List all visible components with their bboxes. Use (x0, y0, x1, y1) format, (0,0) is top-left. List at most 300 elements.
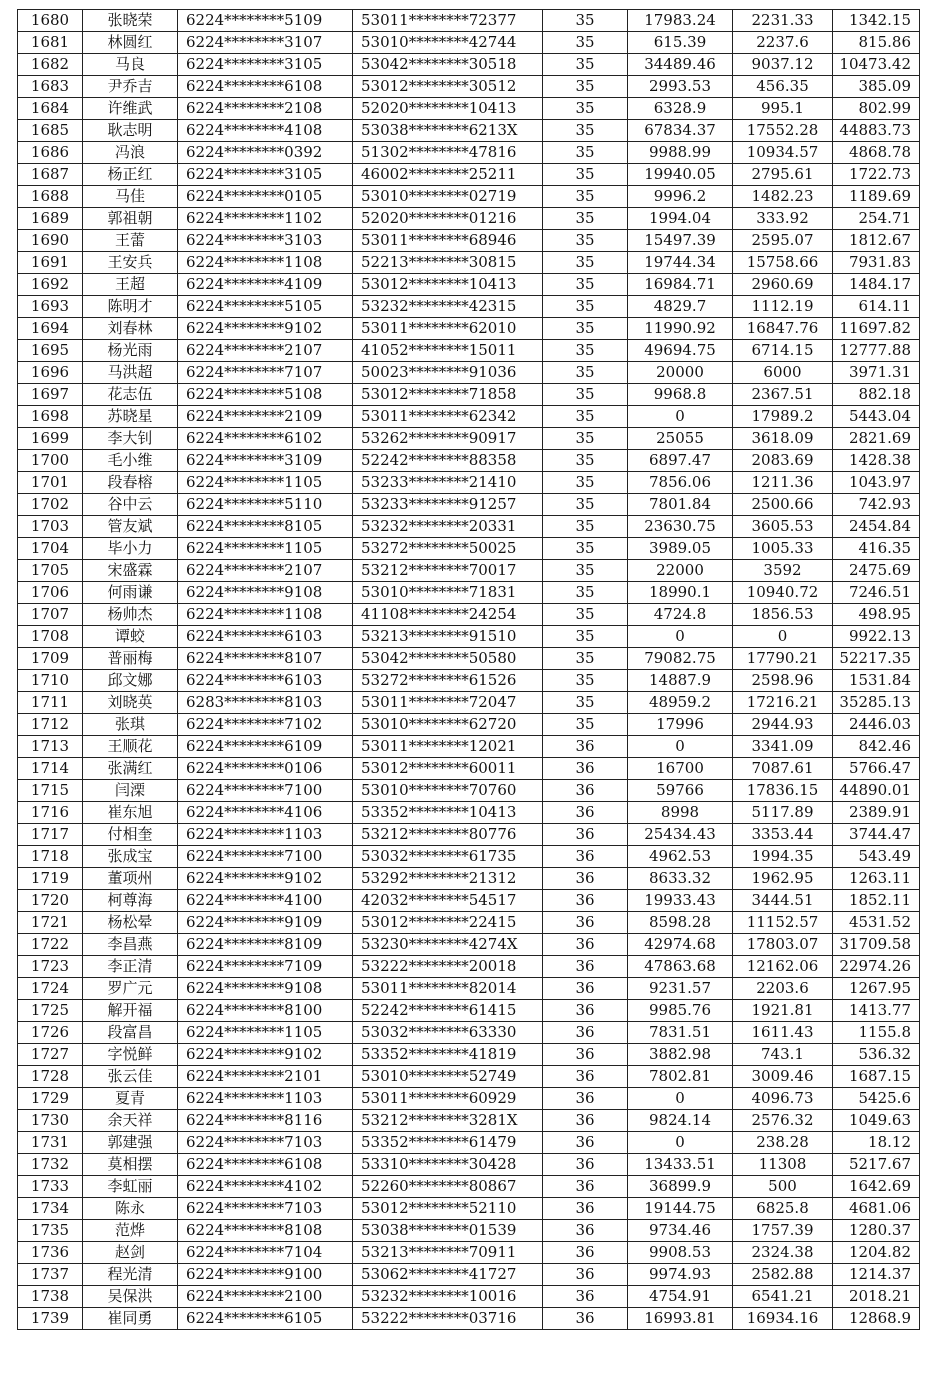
amount-1-cell: 19933.43 (628, 890, 733, 912)
table-row (18, 560, 920, 582)
row-number-cell: 1716 (18, 802, 83, 824)
person-name-cell: 王超 (83, 274, 178, 296)
group-number-cell: 35 (543, 538, 628, 560)
group-number-cell: 36 (543, 1220, 628, 1242)
amount-3-cell: 1214.37 (833, 1264, 920, 1286)
amount-1-cell: 22000 (628, 560, 733, 582)
person-name-cell: 管友斌 (83, 516, 178, 538)
id-number-cell: 53232********20331 (353, 516, 543, 538)
bank-card-number-cell: 6224********7109 (178, 956, 353, 978)
table-row (18, 1198, 920, 1220)
row-number-cell: 1692 (18, 274, 83, 296)
table-body (18, 10, 920, 1330)
amount-2-cell: 2237.6 (733, 32, 833, 54)
group-number-cell: 36 (543, 912, 628, 934)
row-number-cell: 1726 (18, 1022, 83, 1044)
table-row (18, 626, 920, 648)
person-name-cell: 王安兵 (83, 252, 178, 274)
bank-card-number-cell: 6224********7102 (178, 714, 353, 736)
amount-3-cell: 5766.47 (833, 758, 920, 780)
row-number-cell: 1699 (18, 428, 83, 450)
amount-1-cell: 34489.46 (628, 54, 733, 76)
group-number-cell: 35 (543, 604, 628, 626)
person-name-cell: 张琪 (83, 714, 178, 736)
person-name-cell: 马良 (83, 54, 178, 76)
amount-1-cell: 9988.99 (628, 142, 733, 164)
amount-2-cell: 1757.39 (733, 1220, 833, 1242)
id-number-cell: 52020********10413 (353, 98, 543, 120)
table-row (18, 1000, 920, 1022)
table-row (18, 802, 920, 824)
bank-card-number-cell: 6224********8109 (178, 934, 353, 956)
id-number-cell: 53233********91257 (353, 494, 543, 516)
amount-2-cell: 6825.8 (733, 1198, 833, 1220)
amount-2-cell: 10940.72 (733, 582, 833, 604)
id-number-cell: 53010********42744 (353, 32, 543, 54)
id-number-cell: 53230********4274X (353, 934, 543, 956)
amount-1-cell: 7802.81 (628, 1066, 733, 1088)
bank-card-number-cell: 6224********0105 (178, 186, 353, 208)
amount-3-cell: 1484.17 (833, 274, 920, 296)
person-name-cell: 李虹丽 (83, 1176, 178, 1198)
amount-1-cell: 7801.84 (628, 494, 733, 516)
amount-3-cell: 498.95 (833, 604, 920, 626)
amount-1-cell: 19144.75 (628, 1198, 733, 1220)
person-name-cell: 花志伍 (83, 384, 178, 406)
amount-3-cell: 4681.06 (833, 1198, 920, 1220)
bank-card-number-cell: 6224********3109 (178, 450, 353, 472)
amount-1-cell: 11990.92 (628, 318, 733, 340)
amount-2-cell: 2576.32 (733, 1110, 833, 1132)
person-name-cell: 陈明才 (83, 296, 178, 318)
amount-2-cell: 11308 (733, 1154, 833, 1176)
amount-3-cell: 742.93 (833, 494, 920, 516)
bank-card-number-cell: 6224********6103 (178, 670, 353, 692)
id-number-cell: 53233********21410 (353, 472, 543, 494)
person-name-cell: 吴保洪 (83, 1286, 178, 1308)
amount-2-cell: 3444.51 (733, 890, 833, 912)
row-number-cell: 1717 (18, 824, 83, 846)
amount-1-cell: 4962.53 (628, 846, 733, 868)
bank-card-number-cell: 6224********8100 (178, 1000, 353, 1022)
bank-card-number-cell: 6224********1108 (178, 604, 353, 626)
amount-3-cell: 842.46 (833, 736, 920, 758)
row-number-cell: 1698 (18, 406, 83, 428)
group-number-cell: 35 (543, 274, 628, 296)
id-number-cell: 53042********50580 (353, 648, 543, 670)
person-name-cell: 宋盛霖 (83, 560, 178, 582)
amount-2-cell: 456.35 (733, 76, 833, 98)
row-number-cell: 1721 (18, 912, 83, 934)
row-number-cell: 1684 (18, 98, 83, 120)
table-row (18, 846, 920, 868)
group-number-cell: 36 (543, 1110, 628, 1132)
amount-3-cell: 44890.01 (833, 780, 920, 802)
id-number-cell: 53012********60011 (353, 758, 543, 780)
row-number-cell: 1739 (18, 1308, 83, 1330)
amount-2-cell: 3618.09 (733, 428, 833, 450)
table-row (18, 164, 920, 186)
row-number-cell: 1695 (18, 340, 83, 362)
table-row (18, 890, 920, 912)
amount-3-cell: 2446.03 (833, 714, 920, 736)
amount-2-cell: 5117.89 (733, 802, 833, 824)
group-number-cell: 36 (543, 1066, 628, 1088)
id-number-cell: 52213********30815 (353, 252, 543, 274)
row-number-cell: 1696 (18, 362, 83, 384)
amount-2-cell: 9037.12 (733, 54, 833, 76)
bank-card-number-cell: 6224********9102 (178, 868, 353, 890)
amount-3-cell: 5425.6 (833, 1088, 920, 1110)
group-number-cell: 36 (543, 758, 628, 780)
row-number-cell: 1727 (18, 1044, 83, 1066)
bank-card-number-cell: 6224********1102 (178, 208, 353, 230)
amount-3-cell: 1687.15 (833, 1066, 920, 1088)
person-name-cell: 付相奎 (83, 824, 178, 846)
table-row (18, 1022, 920, 1044)
table-row (18, 1286, 920, 1308)
person-name-cell: 马洪超 (83, 362, 178, 384)
person-name-cell: 赵剑 (83, 1242, 178, 1264)
amount-3-cell: 4868.78 (833, 142, 920, 164)
table-row (18, 1110, 920, 1132)
bank-card-number-cell: 6224********3105 (178, 164, 353, 186)
id-number-cell: 53011********68946 (353, 230, 543, 252)
amount-1-cell: 17983.24 (628, 10, 733, 32)
group-number-cell: 35 (543, 120, 628, 142)
amount-2-cell: 17803.07 (733, 934, 833, 956)
bank-card-number-cell: 6224********5109 (178, 10, 353, 32)
table-row (18, 868, 920, 890)
bank-card-number-cell: 6224********8107 (178, 648, 353, 670)
table-row (18, 516, 920, 538)
bank-card-number-cell: 6283********8103 (178, 692, 353, 714)
bank-card-number-cell: 6224********1105 (178, 1022, 353, 1044)
row-number-cell: 1682 (18, 54, 83, 76)
group-number-cell: 36 (543, 780, 628, 802)
bank-card-number-cell: 6224********6102 (178, 428, 353, 450)
bank-card-number-cell: 6224********9108 (178, 978, 353, 1000)
bank-card-number-cell: 6224********1105 (178, 472, 353, 494)
row-number-cell: 1732 (18, 1154, 83, 1176)
amount-2-cell: 7087.61 (733, 758, 833, 780)
amount-2-cell: 1112.19 (733, 296, 833, 318)
id-number-cell: 53272********61526 (353, 670, 543, 692)
amount-2-cell: 1611.43 (733, 1022, 833, 1044)
id-number-cell: 53012********30512 (353, 76, 543, 98)
row-number-cell: 1697 (18, 384, 83, 406)
id-number-cell: 53010********52749 (353, 1066, 543, 1088)
amount-3-cell: 22974.26 (833, 956, 920, 978)
bank-card-number-cell: 6224********9108 (178, 582, 353, 604)
table-row (18, 714, 920, 736)
amount-2-cell: 2231.33 (733, 10, 833, 32)
amount-1-cell: 4724.8 (628, 604, 733, 626)
table-row (18, 934, 920, 956)
amount-1-cell: 67834.37 (628, 120, 733, 142)
bank-card-number-cell: 6224********6108 (178, 76, 353, 98)
amount-2-cell: 2595.07 (733, 230, 833, 252)
id-number-cell: 53011********72047 (353, 692, 543, 714)
amount-1-cell: 7856.06 (628, 472, 733, 494)
amount-1-cell: 18990.1 (628, 582, 733, 604)
amount-3-cell: 2389.91 (833, 802, 920, 824)
row-number-cell: 1737 (18, 1264, 83, 1286)
table-row (18, 1132, 920, 1154)
table-row (18, 1176, 920, 1198)
amount-2-cell: 1994.35 (733, 846, 833, 868)
amount-3-cell: 1043.97 (833, 472, 920, 494)
id-number-cell: 53272********50025 (353, 538, 543, 560)
amount-2-cell: 1482.23 (733, 186, 833, 208)
table-row (18, 32, 920, 54)
person-name-cell: 张云佳 (83, 1066, 178, 1088)
bank-card-number-cell: 6224********3103 (178, 230, 353, 252)
amount-1-cell: 0 (628, 1088, 733, 1110)
id-number-cell: 41052********15011 (353, 340, 543, 362)
group-number-cell: 36 (543, 736, 628, 758)
table-row (18, 296, 920, 318)
amount-1-cell: 9908.53 (628, 1242, 733, 1264)
person-name-cell: 许维武 (83, 98, 178, 120)
amount-3-cell: 2018.21 (833, 1286, 920, 1308)
amount-3-cell: 1531.84 (833, 670, 920, 692)
amount-2-cell: 2795.61 (733, 164, 833, 186)
row-number-cell: 1719 (18, 868, 83, 890)
id-number-cell: 53011********62010 (353, 318, 543, 340)
person-name-cell: 李正清 (83, 956, 178, 978)
group-number-cell: 35 (543, 142, 628, 164)
amount-3-cell: 3744.47 (833, 824, 920, 846)
group-number-cell: 35 (543, 10, 628, 32)
bank-card-number-cell: 6224********4100 (178, 890, 353, 912)
person-name-cell: 解开福 (83, 1000, 178, 1022)
bank-card-number-cell: 6224********4109 (178, 274, 353, 296)
amount-2-cell: 1211.36 (733, 472, 833, 494)
amount-2-cell: 1921.81 (733, 1000, 833, 1022)
table-row (18, 1154, 920, 1176)
person-name-cell: 张成宝 (83, 846, 178, 868)
amount-2-cell: 6714.15 (733, 340, 833, 362)
person-name-cell: 杨帅杰 (83, 604, 178, 626)
amount-2-cell: 3341.09 (733, 736, 833, 758)
amount-2-cell: 995.1 (733, 98, 833, 120)
amount-1-cell: 3989.05 (628, 538, 733, 560)
row-number-cell: 1703 (18, 516, 83, 538)
id-number-cell: 53011********82014 (353, 978, 543, 1000)
group-number-cell: 35 (543, 296, 628, 318)
bank-card-number-cell: 6224********6108 (178, 1154, 353, 1176)
person-name-cell: 莫相摆 (83, 1154, 178, 1176)
row-number-cell: 1720 (18, 890, 83, 912)
group-number-cell: 36 (543, 1242, 628, 1264)
amount-3-cell: 1280.37 (833, 1220, 920, 1242)
bank-card-number-cell: 6224********3105 (178, 54, 353, 76)
group-number-cell: 35 (543, 230, 628, 252)
id-number-cell: 53012********22415 (353, 912, 543, 934)
amount-2-cell: 15758.66 (733, 252, 833, 274)
amount-1-cell: 6328.9 (628, 98, 733, 120)
person-name-cell: 郭祖朝 (83, 208, 178, 230)
bank-card-number-cell: 6224********5110 (178, 494, 353, 516)
group-number-cell: 35 (543, 32, 628, 54)
group-number-cell: 35 (543, 318, 628, 340)
table-row (18, 758, 920, 780)
table-row (18, 1220, 920, 1242)
table-row (18, 1044, 920, 1066)
table-row (18, 208, 920, 230)
bank-card-number-cell: 6224********6109 (178, 736, 353, 758)
row-number-cell: 1714 (18, 758, 83, 780)
amount-3-cell: 2454.84 (833, 516, 920, 538)
table-row (18, 10, 920, 32)
amount-2-cell: 2203.6 (733, 978, 833, 1000)
table-row (18, 252, 920, 274)
person-name-cell: 苏晓星 (83, 406, 178, 428)
person-name-cell: 段富昌 (83, 1022, 178, 1044)
person-name-cell: 刘春林 (83, 318, 178, 340)
amount-3-cell: 385.09 (833, 76, 920, 98)
person-name-cell: 程光清 (83, 1264, 178, 1286)
amount-3-cell: 1204.82 (833, 1242, 920, 1264)
row-number-cell: 1687 (18, 164, 83, 186)
amount-2-cell: 2582.88 (733, 1264, 833, 1286)
id-number-cell: 53011********60929 (353, 1088, 543, 1110)
amount-1-cell: 14887.9 (628, 670, 733, 692)
amount-1-cell: 6897.47 (628, 450, 733, 472)
amount-1-cell: 4754.91 (628, 1286, 733, 1308)
person-name-cell: 毕小力 (83, 538, 178, 560)
group-number-cell: 35 (543, 340, 628, 362)
id-number-cell: 53212********80776 (353, 824, 543, 846)
bank-card-number-cell: 6224********5105 (178, 296, 353, 318)
amount-1-cell: 25055 (628, 428, 733, 450)
amount-2-cell: 3592 (733, 560, 833, 582)
amount-3-cell: 815.86 (833, 32, 920, 54)
table-row (18, 384, 920, 406)
id-number-cell: 42032********54517 (353, 890, 543, 912)
amount-3-cell: 1722.73 (833, 164, 920, 186)
amount-2-cell: 3605.53 (733, 516, 833, 538)
id-number-cell: 53212********3281X (353, 1110, 543, 1132)
person-name-cell: 杨光雨 (83, 340, 178, 362)
amount-3-cell: 10473.42 (833, 54, 920, 76)
row-number-cell: 1736 (18, 1242, 83, 1264)
amount-1-cell: 36899.9 (628, 1176, 733, 1198)
group-number-cell: 36 (543, 802, 628, 824)
amount-1-cell: 0 (628, 626, 733, 648)
bank-card-number-cell: 6224********4102 (178, 1176, 353, 1198)
group-number-cell: 35 (543, 186, 628, 208)
bank-card-number-cell: 6224********0106 (178, 758, 353, 780)
id-number-cell: 53232********10016 (353, 1286, 543, 1308)
amount-2-cell: 0 (733, 626, 833, 648)
amount-2-cell: 2367.51 (733, 384, 833, 406)
amount-3-cell: 7931.83 (833, 252, 920, 274)
bank-card-number-cell: 6224********4108 (178, 120, 353, 142)
amount-1-cell: 0 (628, 1132, 733, 1154)
bank-card-number-cell: 6224********8105 (178, 516, 353, 538)
id-number-cell: 53011********72377 (353, 10, 543, 32)
group-number-cell: 36 (543, 868, 628, 890)
amount-3-cell: 7246.51 (833, 582, 920, 604)
person-name-cell: 李大钊 (83, 428, 178, 450)
amount-2-cell: 17989.2 (733, 406, 833, 428)
amount-2-cell: 2598.96 (733, 670, 833, 692)
row-number-cell: 1702 (18, 494, 83, 516)
table-row (18, 274, 920, 296)
table-row (18, 450, 920, 472)
id-number-cell: 53010********70760 (353, 780, 543, 802)
row-number-cell: 1690 (18, 230, 83, 252)
group-number-cell: 36 (543, 846, 628, 868)
row-number-cell: 1712 (18, 714, 83, 736)
amount-2-cell: 2960.69 (733, 274, 833, 296)
bank-card-number-cell: 6224********1108 (178, 252, 353, 274)
bank-card-number-cell: 6224********7103 (178, 1132, 353, 1154)
amount-3-cell: 1189.69 (833, 186, 920, 208)
amount-1-cell: 23630.75 (628, 516, 733, 538)
bank-card-number-cell: 6224********7100 (178, 780, 353, 802)
group-number-cell: 36 (543, 1198, 628, 1220)
amount-3-cell: 52217.35 (833, 648, 920, 670)
id-number-cell: 53010********02719 (353, 186, 543, 208)
row-number-cell: 1689 (18, 208, 83, 230)
id-number-cell: 53010********71831 (353, 582, 543, 604)
row-number-cell: 1722 (18, 934, 83, 956)
table-row (18, 824, 920, 846)
group-number-cell: 36 (543, 1022, 628, 1044)
bank-card-number-cell: 6224********5108 (178, 384, 353, 406)
amount-2-cell: 2500.66 (733, 494, 833, 516)
amount-3-cell: 31709.58 (833, 934, 920, 956)
row-number-cell: 1704 (18, 538, 83, 560)
amount-1-cell: 25434.43 (628, 824, 733, 846)
bank-card-number-cell: 6224********7103 (178, 1198, 353, 1220)
amount-1-cell: 17996 (628, 714, 733, 736)
amount-3-cell: 1049.63 (833, 1110, 920, 1132)
amount-2-cell: 743.1 (733, 1044, 833, 1066)
id-number-cell: 53352********61479 (353, 1132, 543, 1154)
person-name-cell: 林圆红 (83, 32, 178, 54)
table-row (18, 428, 920, 450)
row-number-cell: 1707 (18, 604, 83, 626)
amount-1-cell: 9824.14 (628, 1110, 733, 1132)
id-number-cell: 53222********20018 (353, 956, 543, 978)
amount-3-cell: 9922.13 (833, 626, 920, 648)
table-row (18, 406, 920, 428)
row-number-cell: 1710 (18, 670, 83, 692)
amount-1-cell: 16984.71 (628, 274, 733, 296)
amount-3-cell: 254.71 (833, 208, 920, 230)
group-number-cell: 36 (543, 956, 628, 978)
amount-1-cell: 2993.53 (628, 76, 733, 98)
amount-3-cell: 536.32 (833, 1044, 920, 1066)
amount-1-cell: 3882.98 (628, 1044, 733, 1066)
amount-3-cell: 12777.88 (833, 340, 920, 362)
amount-2-cell: 17216.21 (733, 692, 833, 714)
amount-1-cell: 8998 (628, 802, 733, 824)
group-number-cell: 35 (543, 54, 628, 76)
amount-2-cell: 17790.21 (733, 648, 833, 670)
amount-1-cell: 615.39 (628, 32, 733, 54)
amount-1-cell: 9996.2 (628, 186, 733, 208)
row-number-cell: 1680 (18, 10, 83, 32)
row-number-cell: 1713 (18, 736, 83, 758)
table-row (18, 780, 920, 802)
group-number-cell: 36 (543, 1154, 628, 1176)
group-number-cell: 36 (543, 1088, 628, 1110)
